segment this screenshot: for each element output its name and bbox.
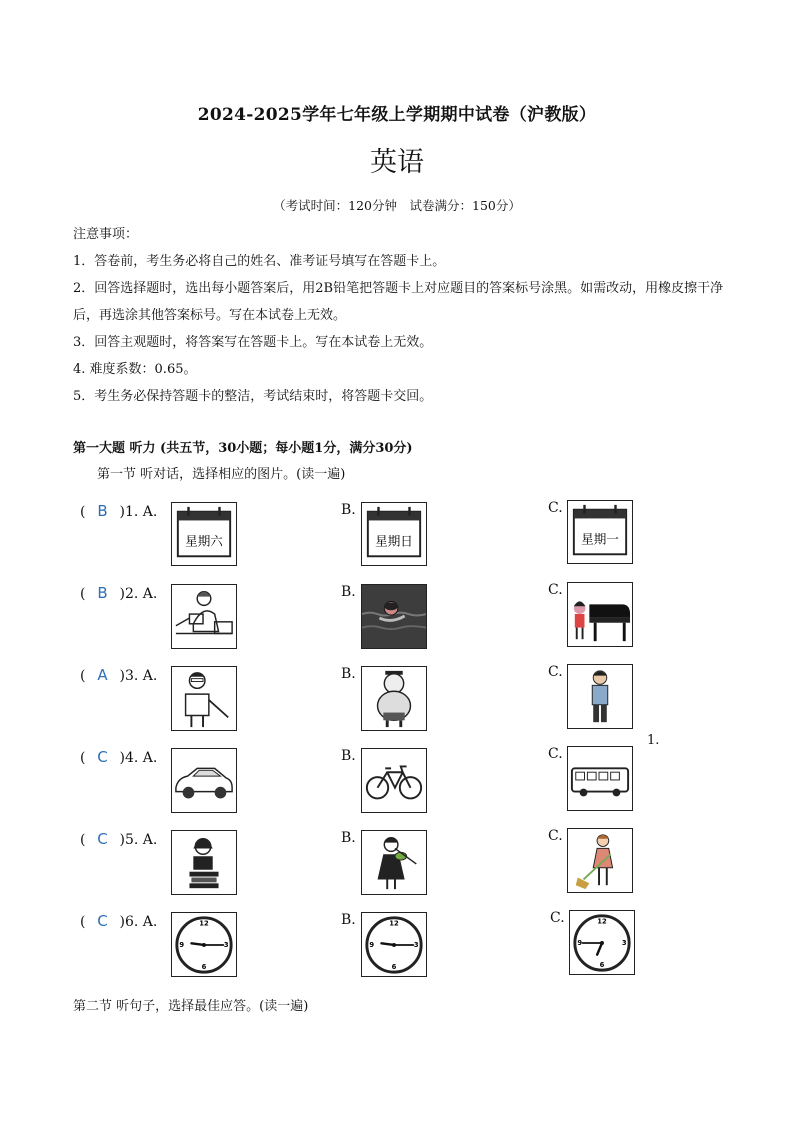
calendar-caption: 星期六 [185,533,223,549]
option-label: B. [341,830,356,846]
svg-text:6: 6 [599,961,605,970]
clock-icon [569,910,635,975]
answer-mark: C [97,912,108,930]
svg-text:3: 3 [413,940,419,949]
option-label: B. [341,748,356,764]
question-label: ( B )1. A. [80,502,158,520]
piano-player-icon [567,582,633,647]
note-item: 4. 难度系数：0.65。 [73,362,197,377]
clock-icon [171,912,237,977]
question-number: 5 [124,832,134,848]
option-label: A. [142,668,158,684]
option-label: A. [142,914,158,930]
teacher-icon [171,666,237,731]
question-number: 6 [124,914,134,930]
option-label: B. [341,912,356,928]
swimmer-icon [361,584,427,649]
calendar-icon [171,502,237,566]
svg-text:3: 3 [621,938,627,947]
option-label: C. [548,746,563,762]
question-label: ( C )6. A. [80,912,158,930]
option-label: B. [341,666,356,682]
svg-text:3: 3 [223,940,229,949]
violinist-icon [361,830,427,895]
bicycle-icon [361,748,427,813]
notes-block [73,221,733,410]
girl-sweeping-icon [567,828,633,893]
option-label: C. [548,582,563,598]
question-label: ( B )2. A. [80,584,158,602]
page-title: 2024-2025学年七年级上学期期中试卷（沪教版） [197,105,597,125]
answer-mark: A [97,666,108,684]
svg-text:12: 12 [597,917,607,926]
option-label: C. [548,828,563,844]
section2-heading: 第二节 听句子，选择最佳应答。(读一遍) [73,999,309,1014]
question-row [0,912,794,982]
svg-text:9: 9 [179,940,185,949]
question-number: 4 [124,750,134,766]
clock-icon [361,912,427,977]
svg-text:9: 9 [369,940,375,949]
option-label: A. [142,750,158,766]
question-label: ( C )4. A. [80,748,158,766]
svg-text:12: 12 [199,919,209,928]
note-item: 5．考生务必保持答题卡的整洁，考试结束时，将答题卡交回。 [73,389,433,404]
answer-mark: C [97,748,108,766]
girl-with-books-icon [171,830,237,895]
calendar-caption: 星期一 [581,531,619,547]
note-item: 3．回答主观题时，将答案写在答题卡上。写在本试卷上无效。 [73,335,433,350]
calendar-icon [567,500,633,564]
note-item: 2．回答选择题时，选出每小题答案后，用2B铅笔把答题卡上对应题目的答案标号涂黑。如需改动，用橡皮擦干净后，再选涂其他答案标号。写在本试卷上无效。 [73,281,724,323]
question-row [0,830,794,900]
option-label: A. [142,586,158,602]
option-label: C. [550,910,565,926]
svg-text:9: 9 [577,938,583,947]
answer-mark: B [97,502,108,520]
person-reading-icon [171,584,237,649]
fat-boy-icon [361,666,427,731]
option-label: A. [142,504,158,520]
calendar-icon [361,502,427,566]
question-label: ( C )5. A. [80,830,158,848]
option-label: C. [548,500,563,516]
boy-icon [567,664,633,729]
notes-heading: 注意事项： [73,227,139,242]
question-row [0,584,794,654]
note-item: 1．答卷前，考生务必将自己的姓名、准考证号填写在答题卡上。 [73,254,446,269]
answer-mark: B [97,584,108,602]
bus-icon [567,746,633,811]
question-row [0,666,794,736]
question-number: 1 [124,504,134,520]
question-number: 3 [124,668,134,684]
calendar-caption: 星期日 [375,533,413,549]
question-label: ( A )3. A. [80,666,158,684]
option-label: C. [548,664,563,680]
exam-info: （考试时间：120分钟 试卷满分：150分） [273,198,521,213]
option-label: B. [341,584,356,600]
svg-text:6: 6 [201,963,207,972]
section1-part1-heading: 第一节 听对话，选择相应的图片。(读一遍) [97,467,346,482]
answer-mark: C [97,830,108,848]
section1-heading: 第一大题 听力 (共五节，30小题；每小题1分，满分30分) [73,441,413,456]
stray-mark: 1. [647,733,660,748]
question-number: 2 [124,586,134,602]
car-icon [171,748,237,813]
subject-title: 英语 [370,147,424,178]
svg-text:6: 6 [391,963,397,972]
question-row [0,748,794,818]
svg-text:12: 12 [389,919,399,928]
question-row [0,502,794,572]
option-label: A. [142,832,158,848]
option-label: B. [341,502,356,518]
